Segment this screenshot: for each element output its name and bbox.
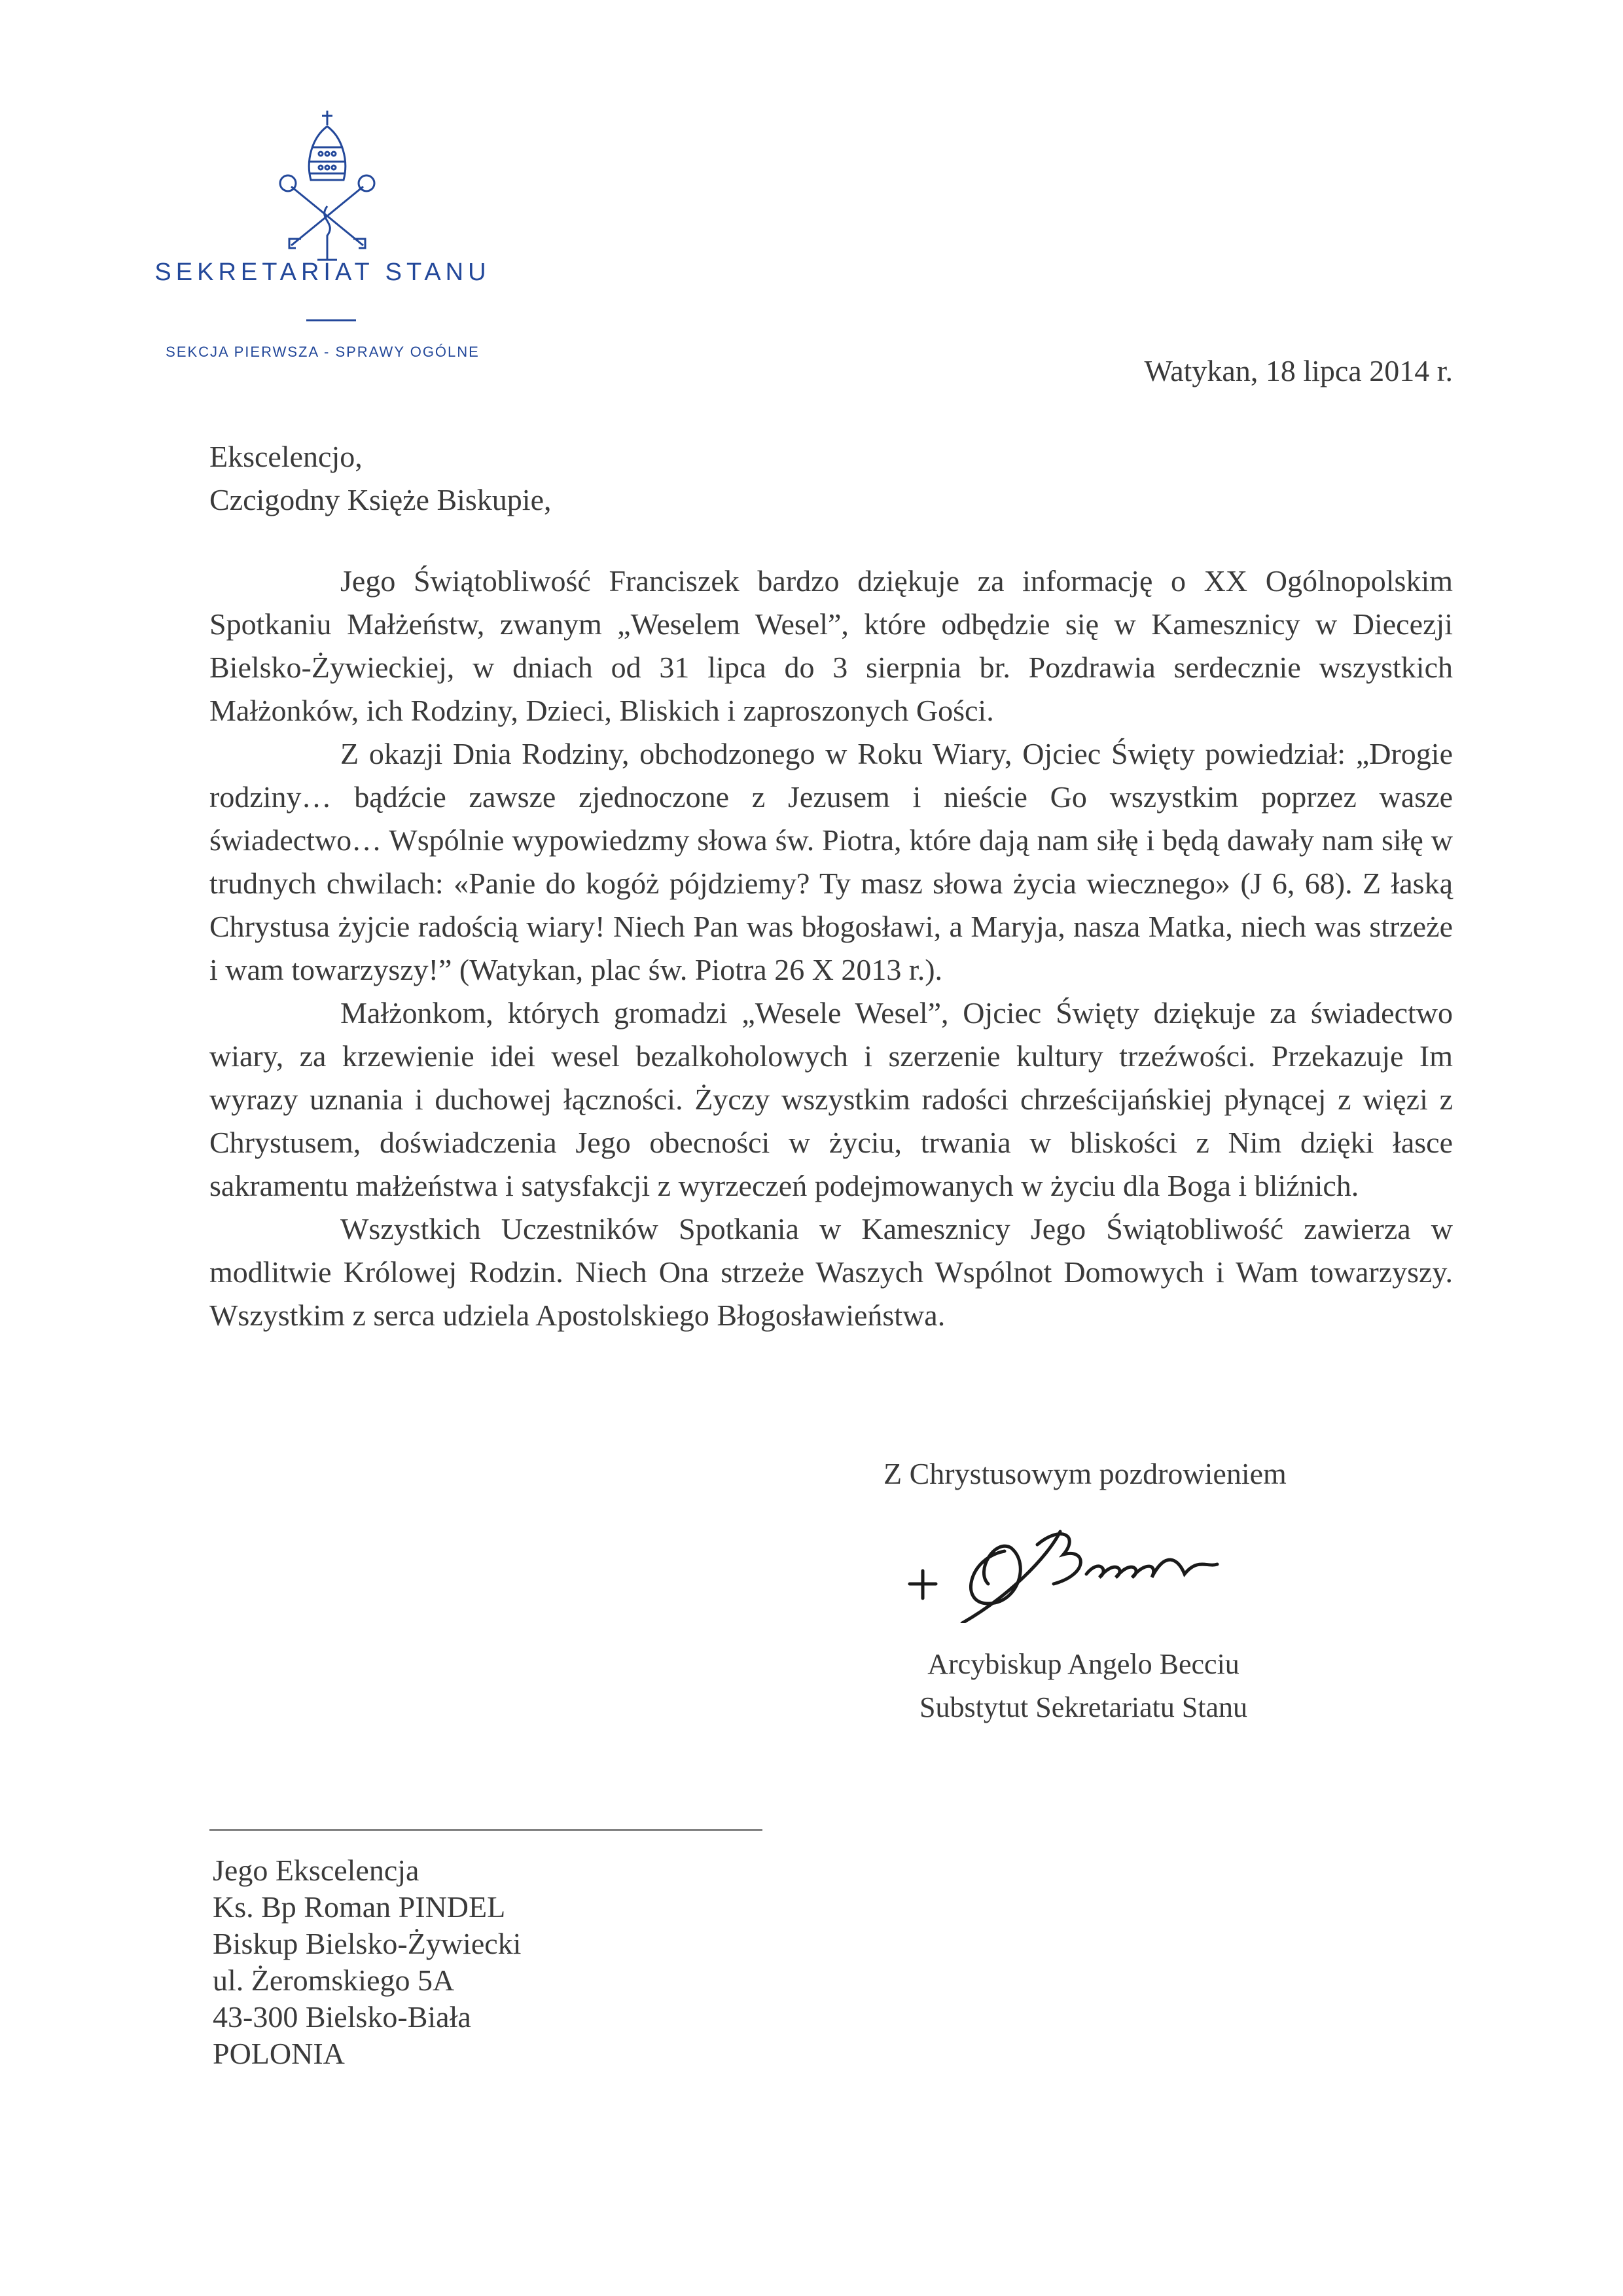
- body-paragraph: Z okazji Dnia Rodziny, obchodzonego w Roku Wiary, Ojciec Święty powiedział: „Drogie rodziny… bądźcie zawsze zjednoczone z Jezusem i nieście Go wszystkim poprzez wasze świadectwo… Wspólnie wypowiedzmy słowa św. Piotra, które dają nam siłę i będą dawały nam siłę w trudnych chwilach: «Panie do kogóż pójdziemy? Ty masz słowa życia wiecznego» (J 6, 68). Z łaską Chrystusa żyjcie radością wiary! Niech Pan was błogosławi, a Maryja, nasza Matka, niech was strzeże i wam towarzyszy!” (Watykan, plac św. Piotra 26 X 2013 r.).: [209, 737, 1453, 986]
- address-line: 43-300 Bielsko-Biała: [213, 2000, 471, 2034]
- organization-section: SEKCJA PIERWSZA - SPRAWY OGÓLNE: [166, 344, 480, 360]
- signer-block: [919, 1643, 1247, 1729]
- body-paragraph: Małżonkom, których gromadzi „Wesele Wesel”, Ojciec Święty dziękuje za świadectwo wiary, za krzewienie idei wesel bezalkoholowych i szerzenie kultury trzeźwości. Przekazuje Im wyrazy uznania i duchowej łączności. Życzy wszystkim radości chrześcijańskiej płynącej z więzi z Chrystusem, doświadczenia Jego obecności w życiu, trwania w bliskości z Nim dzięki łasce sakramentu małżeństwa i satysfakcji z wyrzeczeń podejmowanych w życiu dla Boga i bliźnich.: [209, 996, 1453, 1202]
- address-line: Biskup Bielsko-Żywiecki: [213, 1927, 522, 1960]
- papal-emblem-icon: [265, 108, 389, 265]
- letterhead-divider: [306, 319, 356, 321]
- address-line: Jego Ekscelencja: [213, 1854, 419, 1887]
- recipient-address: [213, 1852, 521, 2072]
- handwritten-signature-icon: [890, 1512, 1296, 1623]
- signer-name: Arcybiskup Angelo Becciu: [927, 1648, 1240, 1680]
- organization-name: SEKRETARIAT STANU: [154, 259, 491, 286]
- salutation: [209, 435, 552, 522]
- letter-body: [209, 560, 1453, 1337]
- salutation-line-2: Czcigodny Księże Biskupie,: [209, 483, 552, 516]
- address-divider: [209, 1829, 762, 1831]
- address-line: ul. Żeromskiego 5A: [213, 1964, 455, 1997]
- address-line: Ks. Bp Roman PINDEL: [213, 1890, 506, 1924]
- signer-title: Substytut Sekretariatu Stanu: [919, 1691, 1248, 1723]
- letter-date: Watykan, 18 lipca 2014 r.: [1144, 354, 1453, 387]
- body-paragraph: Wszystkich Uczestników Spotkania w Kamesznicy Jego Świątobliwość zawierza w modlitwie Królowej Rodzin. Niech Ona strzeże Waszych Wspólnot Domowych i Wam towarzyszy. Wszystkim z serca udziela Apostolskiego Błogosławieństwa.: [209, 1212, 1453, 1332]
- address-line: POLONIA: [213, 2037, 345, 2070]
- closing-greeting: Z Chrystusowym pozdrowieniem: [883, 1457, 1287, 1490]
- body-paragraph: Jego Świątobliwość Franciszek bardzo dziękuje za informację o XX Ogólnopolskim Spotkaniu Małżeństw, zwanym „Weselem Wesel”, które odbędzie się w Kamesznicy w Diecezji Bielsko-Żywieckiej, w dniach od 31 lipca do 3 sierpnia br. Pozdrawia serdecznie wszystkich Małżonków, ich Rodziny, Dzieci, Bliskich i zaproszonych Gości.: [209, 564, 1453, 727]
- salutation-line-1: Ekscelencjo,: [209, 440, 363, 473]
